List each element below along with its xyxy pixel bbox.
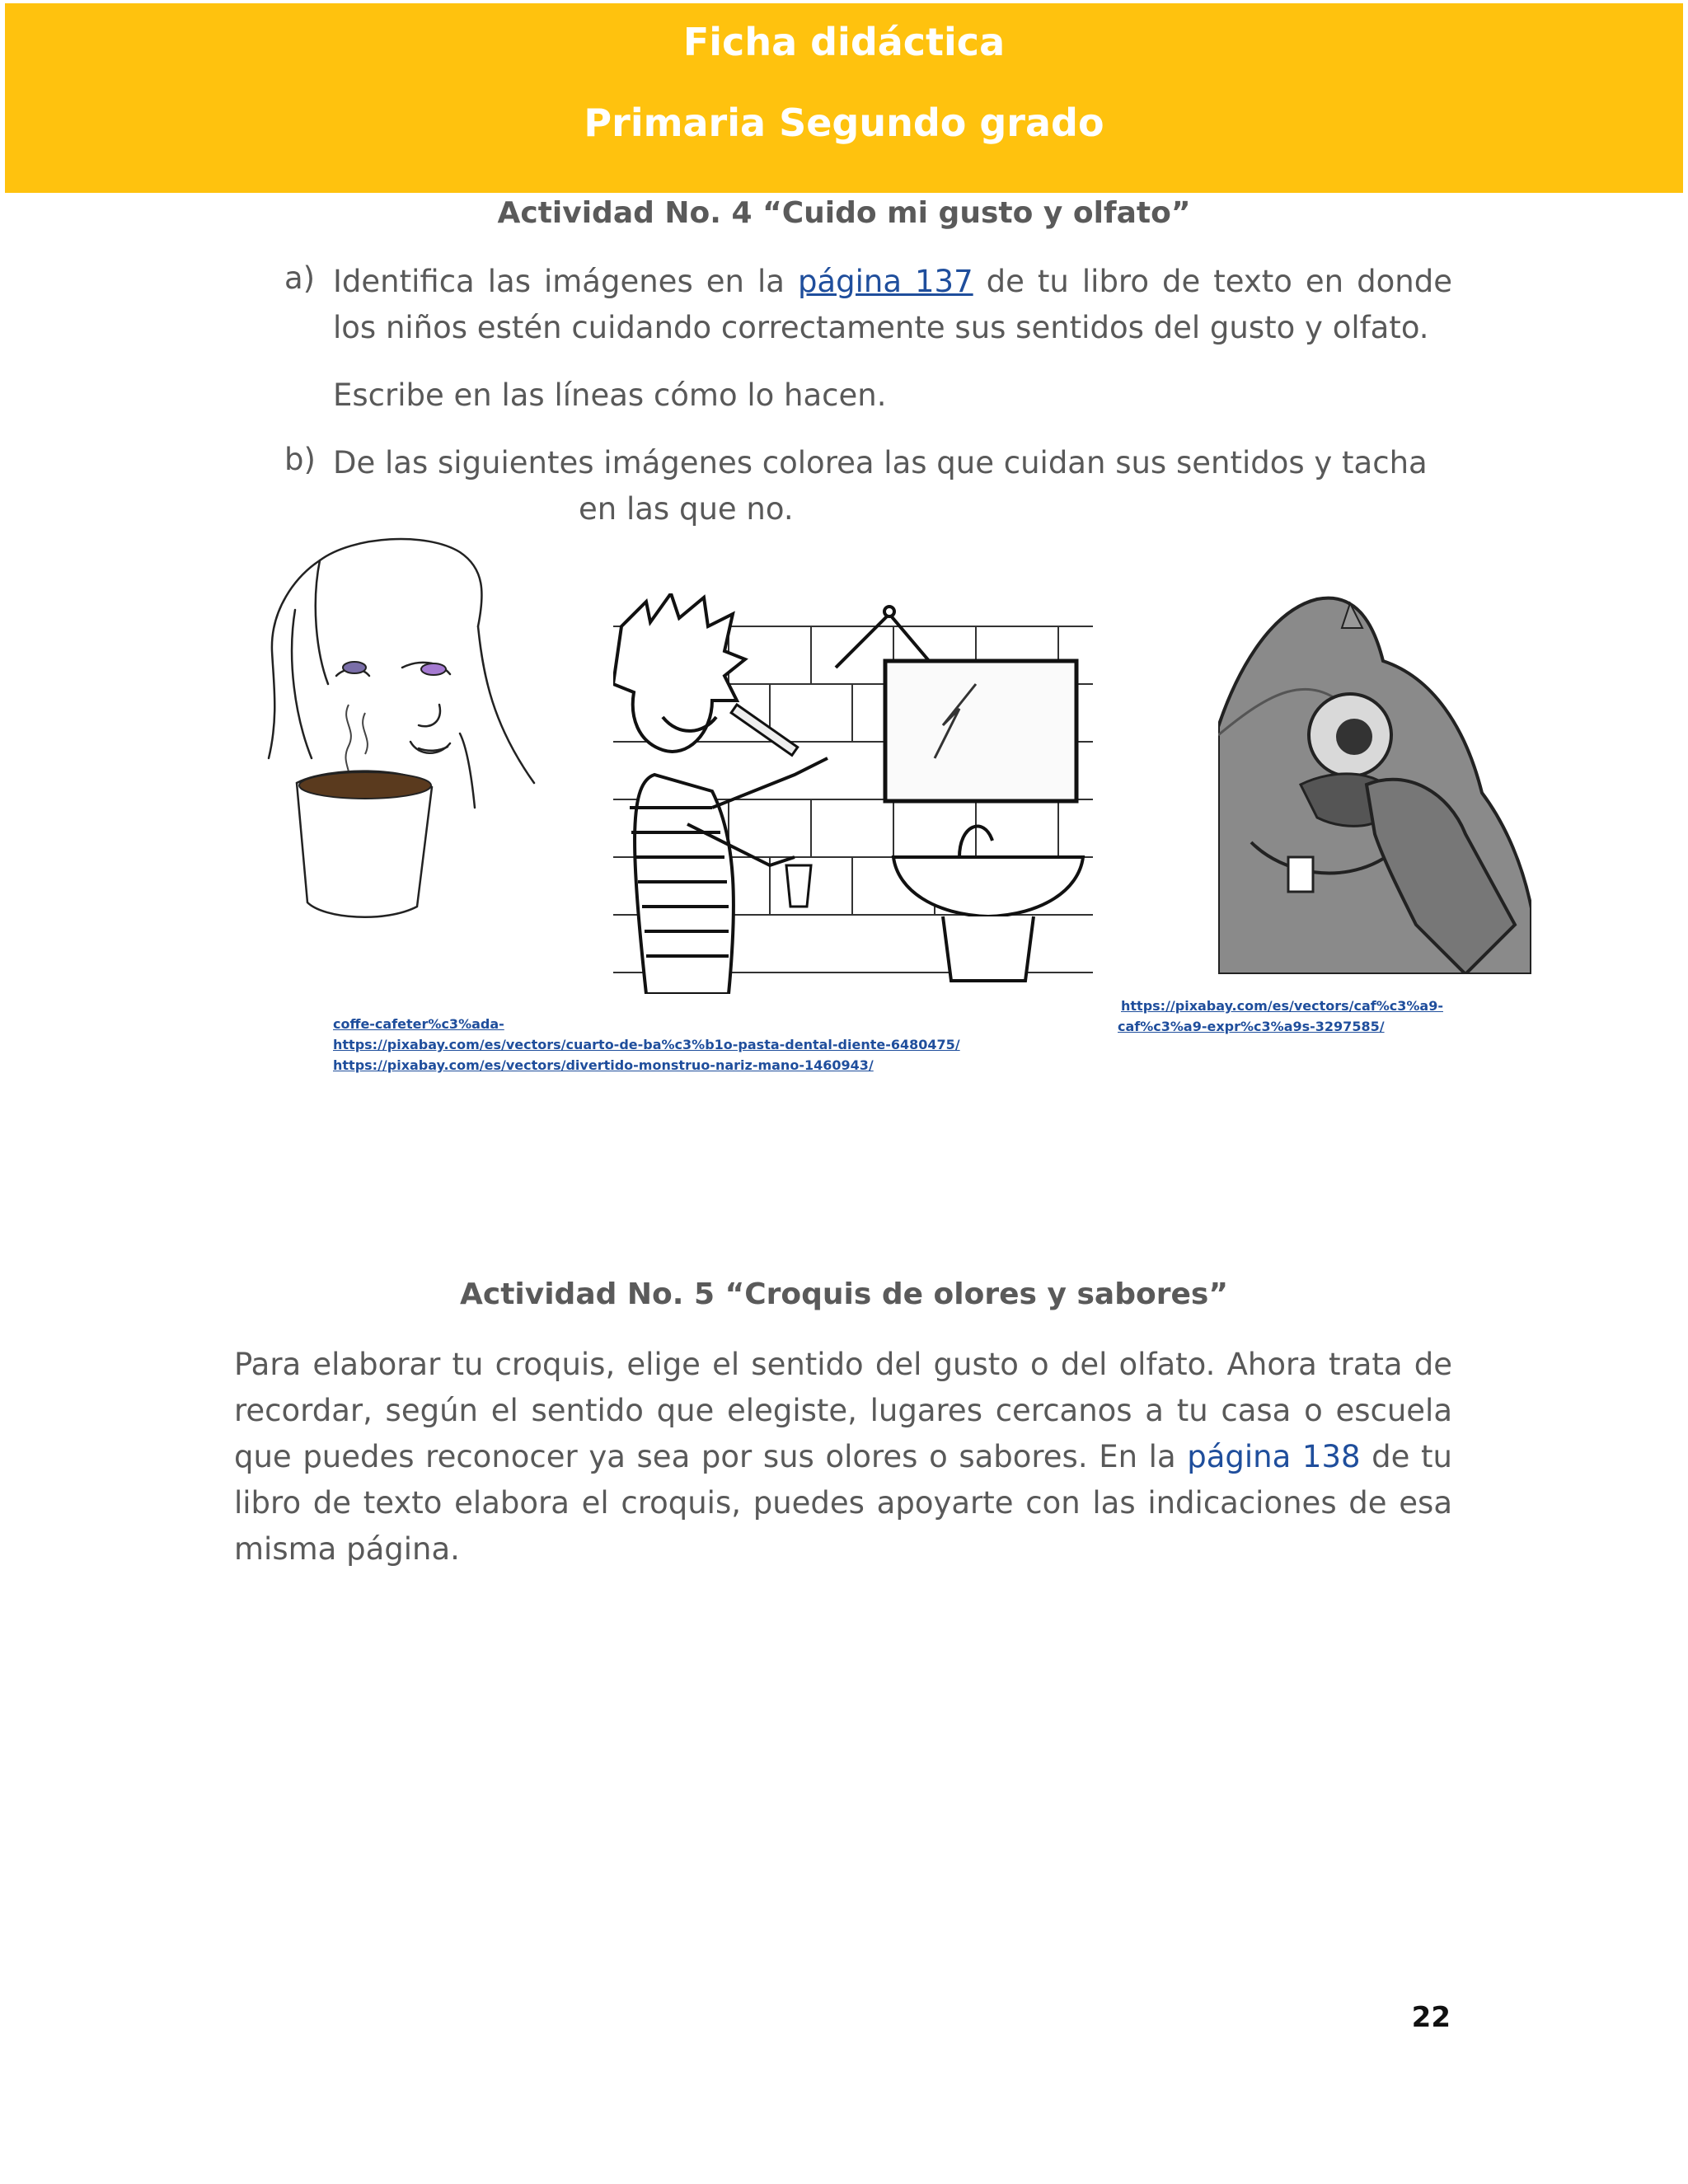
monster-illustration (1218, 595, 1531, 974)
right-eye-icon (421, 663, 446, 675)
item-a-text-after: de tu libro de texto en donde los niños estén cuidando correctamente sus sentidos del gusto y olfato. (333, 264, 1452, 345)
page-137-link[interactable]: página 137 (797, 264, 973, 299)
credit-coffee[interactable]: coffe-cafeter%c3%ada- (333, 1016, 504, 1032)
item-a-instruction: Escribe en las líneas cómo lo hacen. (333, 377, 887, 413)
item-b-text-line1: De las siguientes imágenes colorea las que cuidan sus sentidos y tacha (333, 445, 1428, 480)
item-b-marker: b) (284, 442, 316, 477)
left-eye-icon (343, 662, 366, 673)
item-a-text-before: Identifica las imágenes en la (333, 264, 798, 299)
activity-4-title: Actividad No. 4 “Cuido mi gusto y olfato” (497, 196, 1191, 230)
header-banner (5, 3, 1683, 193)
activity-5-text-before: Para elaborar tu croquis, elige el sentido del gusto o del olfato. Ahora trata de recordar, según el sentido que elegiste, lugares cercanos a tu casa o escuela que puedes reconocer ya sea por sus olores o sabores. En la (234, 1347, 1452, 1474)
activity-5-title: Actividad No. 5 “Croquis de olores y sabores” (460, 1277, 1228, 1311)
item-a-text (333, 259, 1452, 351)
coffee-woman-illustration (262, 536, 542, 931)
item-a-marker: a) (284, 260, 316, 296)
header-subtitle: Primaria Segundo grado (584, 101, 1104, 145)
credit-cafe-line2[interactable]: caf%c3%a9-expr%c3%a9s-3297585/ (1118, 1019, 1385, 1034)
credit-cafe-line1[interactable]: https://pixabay.com/es/vectors/caf%c3%a9- (1121, 998, 1443, 1014)
credit-monster[interactable]: https://pixabay.com/es/vectors/divertido-monstruo-nariz-mano-1460943/ (333, 1057, 874, 1073)
activity-5-text (234, 1342, 1452, 1572)
item-b-text-line2: en las que no. (579, 491, 794, 527)
page-number: 22 (1411, 2001, 1451, 2034)
page-138-link[interactable]: página 138 (1187, 1439, 1361, 1474)
cup-icon (786, 865, 811, 907)
pupil-icon (1336, 719, 1372, 755)
coffee-icon (299, 772, 431, 799)
header-title: Ficha didáctica (682, 20, 1006, 64)
brushing-teeth-illustration (613, 593, 1093, 994)
activity-5-text-after: de tu libro de texto elabora el croquis, puedes apoyarte con las indicaciones de esa misma página. (234, 1439, 1452, 1567)
credit-bathroom[interactable]: https://pixabay.com/es/vectors/cuarto-de-ba%c3%b1o-pasta-dental-diente-6480475/ (333, 1037, 960, 1052)
tooth-icon (1288, 857, 1313, 892)
